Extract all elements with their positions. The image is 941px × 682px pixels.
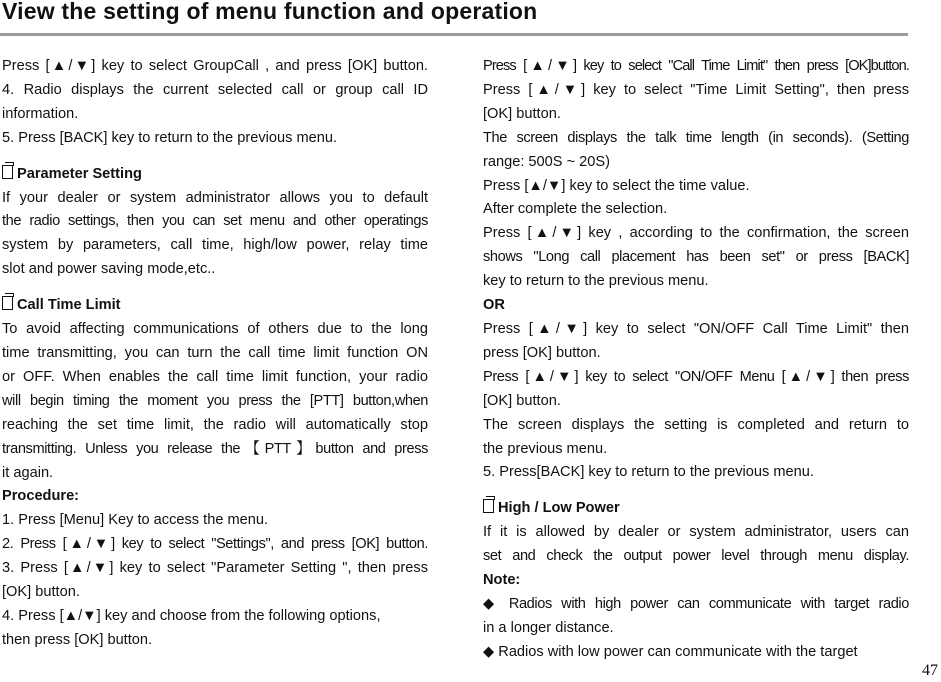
text-line: The screen displays the setting is completed and return to	[483, 416, 909, 433]
text-line: then press [OK] button.	[2, 631, 153, 648]
text-line: Press [▲/▼] key , according to the confirmation, the screen	[483, 225, 909, 242]
note-item: in a longer distance.	[483, 619, 614, 636]
text-line: Press [▲/▼] key to select "ON/OFF Call Time Limit" then	[483, 320, 909, 337]
text-line: key to return to the previous menu.	[483, 273, 709, 290]
or-label: OR	[483, 297, 505, 314]
section-heading-parameter-setting: Parameter Setting	[2, 163, 428, 187]
text-line: system by parameters, call time, high/low power, relay time	[2, 237, 428, 254]
left-column	[2, 55, 428, 653]
text-line: shows "Long call placement has been set" or press [BACK]	[483, 249, 909, 266]
text-line: reaching the set time limit, the radio will automatically stop	[2, 416, 428, 433]
text-line: 2. Press [▲/▼] key to select "Settings", and press [OK] button.	[2, 536, 428, 553]
text-line: After complete the selection.	[483, 201, 668, 218]
text-line: The screen displays the talk time length (in seconds). (Setting	[483, 129, 909, 146]
text-line: [OK] button.	[2, 584, 80, 601]
text-line: press [OK] button.	[483, 344, 601, 361]
text-line: transmitting. Unless you release the【PTT】button and press	[2, 440, 428, 457]
note-item: ◆ Radios with high power can communicate with target radio	[483, 595, 909, 612]
text-line: 4. Press [▲/▼] key and choose from the following options,	[2, 607, 381, 624]
text-line: To avoid affecting communications of others due to the long	[2, 321, 428, 338]
text-line: the previous menu.	[483, 440, 608, 457]
text-line: 5. Press[BACK] key to return to the previous menu.	[483, 464, 814, 481]
text-line: Press [▲/▼] key to select "Time Limit Setting", then press	[483, 81, 909, 98]
text-line: slot and power saving mode,etc..	[2, 261, 216, 278]
note-heading: Note:	[483, 572, 521, 589]
text-line: will begin timing the moment you press the [PTT] button,when	[2, 392, 428, 409]
text-line: 5. Press [BACK] key to return to the previous menu.	[2, 129, 338, 146]
section-box-icon	[483, 499, 494, 513]
text-line: time transmitting, you can turn the call time limit function ON	[2, 344, 428, 361]
text-line: Press [▲/▼] key to select "ON/OFF Menu [▲/▼] then press	[483, 368, 909, 385]
text-line: 4. Radio displays the current selected call or group call ID	[2, 81, 428, 98]
text-line: Press [▲/▼] key to select the time value.	[483, 177, 750, 194]
text-line: If your dealer or system administrator allows you to default	[2, 189, 428, 206]
page-number: 47	[922, 662, 938, 679]
text-line: Press [▲/▼] key to select GroupCall , and press [OK] button.	[2, 58, 428, 74]
text-line: 1. Press [Menu] Key to access the menu.	[2, 512, 269, 529]
section-heading-high-low-power: High / Low Power	[483, 497, 909, 521]
page-title: View the setting of menu function and operation	[2, 0, 538, 24]
text-line: [OK] button.	[483, 105, 561, 122]
text-line: information.	[2, 105, 79, 122]
title-divider	[0, 33, 908, 36]
text-line: it again.	[2, 464, 54, 481]
text-line: the radio settings, then you can set menu and other operatings	[2, 213, 428, 230]
right-column	[483, 55, 909, 665]
text-line: set and check the output power level through menu display.	[483, 548, 909, 565]
text-line: 3. Press [▲/▼] key to select "Parameter Setting ", then press	[2, 560, 428, 577]
text-line: Press [▲/▼] key to select "Call Time Limit" then press [OK]button.	[483, 58, 909, 74]
text-line: range: 500S ~ 20S)	[483, 153, 610, 170]
text-line: [OK] button.	[483, 392, 561, 409]
text-line: or OFF. When enables the call time limit function, your radio	[2, 368, 428, 385]
section-box-icon	[2, 296, 13, 310]
section-heading-call-time-limit: Call Time Limit	[2, 294, 428, 318]
text-line: If it is allowed by dealer or system administrator, users can	[483, 524, 909, 541]
section-box-icon	[2, 165, 13, 179]
note-item: ◆ Radios with low power can communicate with the target	[483, 643, 858, 660]
procedure-heading: Procedure:	[2, 488, 80, 505]
